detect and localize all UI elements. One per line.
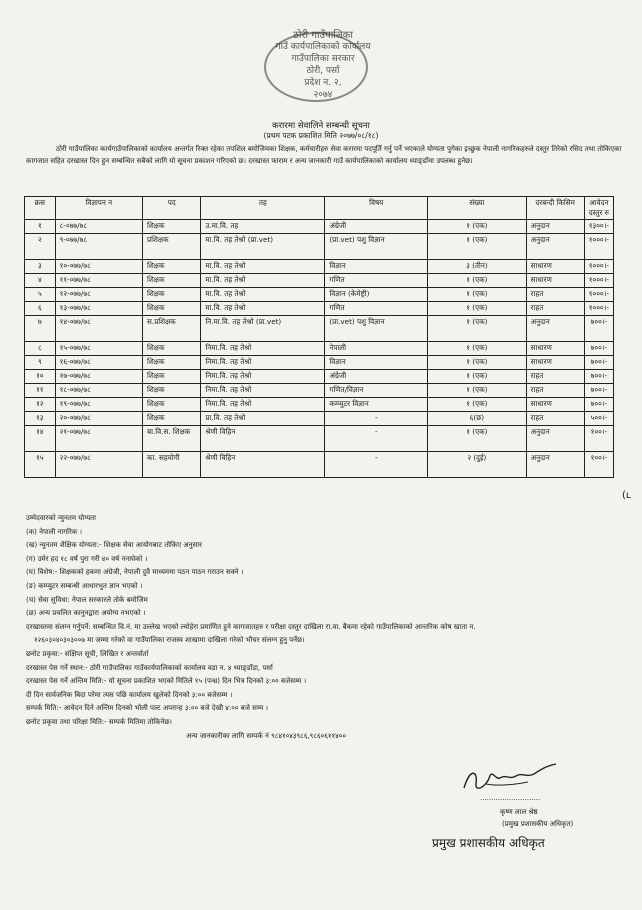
table-cell-count: १ (एक)	[428, 288, 527, 302]
col-header: क्रस	[25, 197, 56, 220]
table-cell-subject: अंग्रेजी	[325, 370, 428, 384]
table-cell-ad: २१-०७७/७८	[55, 426, 142, 452]
table-cell-level: मा.वि. तह तेश्रो (प्रा.vet)	[201, 234, 325, 260]
table-cell-sn: १५	[25, 452, 56, 478]
table-cell-level: निमा.वि. तह तेश्रो	[201, 342, 325, 356]
table-cell-subject: (प्रा.vet) पशु विज्ञान	[325, 316, 428, 342]
table-cell-type: राहत	[526, 302, 584, 316]
table-cell-count: १ (एक)	[428, 302, 527, 316]
table-cell-count: १ (एक)	[428, 370, 527, 384]
table-cell-level: निमा.वि. तह तेश्रो	[201, 398, 325, 412]
table-cell-level: मा.वि. तह तेश्रो	[201, 274, 325, 288]
table-cell-level: निमा.वि. तह तेश्रो	[201, 370, 325, 384]
table-cell-fee: १००।-	[584, 452, 613, 478]
table-body	[25, 220, 614, 478]
requirement-item: (ख) न्युनतम शैक्षिक योग्यता:- शिक्षक सेवा आयोगबाट तोकिए अनुसार	[26, 541, 202, 550]
table-cell-fee: ७००।-	[584, 384, 613, 398]
table-cell-type: अनुदान	[526, 234, 584, 260]
table-cell-type: साधारण	[526, 274, 584, 288]
table-cell-ad: ११-०७७/७८	[55, 274, 142, 288]
table-cell-sn: १४	[25, 426, 56, 452]
table-row	[25, 398, 614, 412]
table-cell-count: १ (एक)	[428, 384, 527, 398]
table-row	[25, 288, 614, 302]
col-header: तह	[201, 197, 325, 220]
table-row	[25, 452, 614, 478]
selection-process: छनोट प्रकृया:- संक्षिप्त सूची, लिखित र अन्तर्वार्ता	[26, 649, 149, 658]
table-cell-subject: कम्प्युटर विज्ञान	[325, 398, 428, 412]
table-cell-type: राहत	[526, 288, 584, 302]
table-cell-level: मा.वि. तह तेश्रो	[201, 288, 325, 302]
table-cell-fee: ७००।-	[584, 370, 613, 384]
table-cell-level: नि.मा.वि. तह तेश्रो (प्रा.vet)	[201, 316, 325, 342]
table-cell-sn: १०	[25, 370, 56, 384]
table-cell-sn: ४	[25, 274, 56, 288]
stamp-line: गाउँपालिका सरकार	[291, 54, 355, 64]
table-cell-level: निमा.वि. तह तेश्रो	[201, 384, 325, 398]
notice-intro: ठोरी गाउँपालिका कार्यगाउँपालिकाको कार्यालय अन्तर्गत रिक्त रहेका तपशिल बमोजिमका शिक्षक, कर्मचारीहरु सेवा करारमा पदपूर्ति गर्नु पर्ने भएकाले योग्यता पुगेका इच्छुक नेपाली नागरिकहरुले दस्तुर तिरेको रसिद तथा तोकिएका कागजात सहित दरखास्त दिन हुन सम्बन्धित सबैको लागि यो सूचना प्रकाशन गरिएको छ। दरखास्त फाराम र अन्य जानकारी गाउँ कार्यपालिकाको कार्यालय ध्याङ्डाँमा उपलब्ध हुनेछ।	[26, 145, 622, 165]
signatory-title: (प्रमुख प्रशासकीय अधिकृत)	[502, 820, 574, 828]
contact-numbers: अन्य जानकारीका लागि सम्पर्क नं ९८४१०४३९८६,९८६०६११४००	[186, 731, 347, 740]
table-cell-post: शिक्षक	[143, 342, 201, 356]
table-cell-fee: ७००।-	[584, 342, 613, 356]
table-cell-ad: १४-०७७/७८	[55, 316, 142, 342]
table-cell-subject: -	[325, 412, 428, 426]
table-cell-type: राहत	[526, 412, 584, 426]
notice-subtitle: (प्रथम पटक प्रकाशित मिति २०७७/०८/१८)	[263, 131, 379, 140]
table-row	[25, 260, 614, 274]
table-cell-sn: ६	[25, 302, 56, 316]
table-cell-post: शिक्षक	[143, 370, 201, 384]
table-cell-subject: नेपाली	[325, 342, 428, 356]
table-cell-ad: ८-०७७/७८	[55, 220, 142, 234]
table-cell-ad: १३-०७७/७८	[55, 302, 142, 316]
table-cell-sn: ८	[25, 342, 56, 356]
attachments-line: १२६०३०४०३०३००७ मा जम्मा गरेको वा गाउँपालिका राजस्व शाखामा दाखिला गरेको भौचर संलग्न हुनु पर्नेछ।	[34, 636, 305, 645]
table-cell-type: साधारण	[526, 356, 584, 370]
table-header-row	[25, 197, 614, 220]
table-cell-count: ६(छ)	[428, 412, 527, 426]
table-cell-subject: -	[325, 452, 428, 478]
col-header: विषय	[325, 197, 428, 220]
table-cell-level: प्रा.वि. तह तेश्रो	[201, 412, 325, 426]
table-cell-subject: (प्रा.vet) पशु विज्ञान	[325, 234, 428, 260]
table-cell-ad: १२-०७७/७८	[55, 288, 142, 302]
table-cell-post: शिक्षक	[143, 412, 201, 426]
requirement-item: (घ) विशेष:- शिक्षकको हकमा अंग्रेजी, नेपाली दुवै माध्यममा पठन पाठन गराउन सक्ने ।	[26, 568, 244, 577]
table-row	[25, 412, 614, 426]
attachments-line: दरखास्तमा संलग्न गर्नुपर्ने: सम्बन्धित वि.नं. मा उल्लेख भएको ल्योहेरा प्रमाणित हुने कागजातहरु र परीक्षा दस्तुर दाखिला रा.वा. बैंकमा रहेको गाउँपालिकाको आन्तरिक कोष खाता न.	[26, 622, 476, 631]
col-header: आवेदन दस्तुर रु	[584, 197, 613, 220]
table-cell-count: १ (एक)	[428, 316, 527, 342]
table-cell-post: शिक्षक	[143, 356, 201, 370]
table-row	[25, 342, 614, 356]
table-cell-count: १ (एक)	[428, 220, 527, 234]
table-cell-count: १ (एक)	[428, 426, 527, 452]
table-row	[25, 384, 614, 398]
table-cell-subject: विज्ञान (केमेष्ट्री)	[325, 288, 428, 302]
holiday-note: दी दिन सार्वजनिक बिदा परेमा त्यस पछि कार्यालय खुलेको दिनको ३:०० बजेसम्म ।	[26, 690, 233, 699]
col-header: संख्या	[428, 197, 527, 220]
table-cell-sn: १३	[25, 412, 56, 426]
table-cell-level: मा.वि. तह तेश्रो	[201, 302, 325, 316]
table-cell-subject: गणित/विज्ञान	[325, 384, 428, 398]
table-cell-fee: १००।-	[584, 426, 613, 452]
table-row	[25, 302, 614, 316]
table-cell-sn: १	[25, 220, 56, 234]
table-cell-post: शिक्षक	[143, 398, 201, 412]
table-cell-count: १ (एक)	[428, 398, 527, 412]
requirements-section	[26, 512, 626, 743]
table-cell-subject: अंग्रेजी	[325, 220, 428, 234]
table-cell-subject: विज्ञान	[325, 356, 428, 370]
table-row	[25, 426, 614, 452]
table-cell-sn: ९	[25, 356, 56, 370]
table-row	[25, 316, 614, 342]
vacancy-table	[24, 196, 614, 478]
table-cell-ad: ९-०७७/७८	[55, 234, 142, 260]
requirement-item: (क) नेपाली नागरिक ।	[26, 527, 83, 536]
table-cell-subject: विज्ञान	[325, 260, 428, 274]
table-cell-type: अनुदान	[526, 452, 584, 478]
table-cell-type: साधारण	[526, 342, 584, 356]
table-cell-fee: १०००।-	[584, 234, 613, 260]
table-cell-post: स.प्रशिक्षक	[143, 316, 201, 342]
table-cell-post: शिक्षक	[143, 220, 201, 234]
table-row	[25, 356, 614, 370]
requirement-item: (ङ) कम्प्युटर सम्बन्धी आधारभुत ज्ञान भएको ।	[26, 581, 143, 590]
table-cell-ad: १६-०७७/७८	[55, 356, 142, 370]
table-cell-count: १ (एक)	[428, 234, 527, 260]
table-cell-count: १ (एक)	[428, 274, 527, 288]
table-cell-type: साधारण	[526, 398, 584, 412]
stamp-line: ठोरी, पर्सा	[306, 66, 340, 76]
table-cell-ad: २०-०७७/७८	[55, 412, 142, 426]
requirements-heading: उम्मेदवारको न्युनतम योग्यता	[26, 514, 96, 522]
table-cell-level: मा.वि. तह तेश्रो	[201, 260, 325, 274]
table-cell-sn: ७	[25, 316, 56, 342]
table-cell-subject: -	[325, 426, 428, 452]
table-cell-fee: ७००।-	[584, 356, 613, 370]
table-cell-fee: १०००।-	[584, 302, 613, 316]
signatory-name: कृष्ण लाल श्रेष्ठ	[500, 808, 538, 816]
table-cell-type: राहत	[526, 384, 584, 398]
table-cell-sn: ५	[25, 288, 56, 302]
table-cell-count: २ (दुई)	[428, 452, 527, 478]
table-cell-fee: १०००।-	[584, 288, 613, 302]
table-cell-fee: १३००।-	[584, 220, 613, 234]
table-cell-type: साधारण	[526, 260, 584, 274]
table-cell-post: बा.वि.स. शिक्षक	[143, 426, 201, 452]
designation-stamp: प्रमुख प्रशासकीय अधिकृत	[432, 836, 545, 850]
submit-place: दरखास्त पेस गर्ने स्थान:- ठोरी गाउँपालिका गाउँकार्यपालिकाको कार्यालय वडा न. ४ ध्याङ्डाँडा, पर्सा	[26, 663, 273, 672]
table-cell-count: १ (एक)	[428, 342, 527, 356]
margin-mark: (ʟ	[622, 490, 631, 501]
table-cell-level: श्रेणी विहिन	[201, 426, 325, 452]
table-cell-fee: ५००।-	[584, 412, 613, 426]
signature-icon	[456, 758, 566, 798]
col-header: पद	[143, 197, 201, 220]
table-cell-sn: १२	[25, 398, 56, 412]
table-cell-sn: २	[25, 234, 56, 260]
table-cell-fee: ७००।-	[584, 316, 613, 342]
table-cell-post: शिक्षक	[143, 302, 201, 316]
table-cell-ad: २२-०७७/७८	[55, 452, 142, 478]
table-cell-post: शिक्षक	[143, 274, 201, 288]
contact-date: सम्पर्क मिति:- आवेदन दिने अन्तिम दिनको भोली पल्ट अपरान्ह ३:०० बजे देखी ४:०० बजे सम्म ।	[26, 704, 269, 713]
table-cell-count: ३ (तीन)	[428, 260, 527, 274]
deadline: दरखास्त पेस गर्ने अन्तिम मिति:- यो सूचना प्रकाशित भएको मितिले १५ (पन्ध्र) दिन भित्र दिनको ३:०० बजेसम्म ।	[26, 677, 307, 686]
exam-date: छनोट प्रकृया तथा परिक्षा मिति:- सम्पर्क मितिमा तोकिनेछ।	[26, 717, 172, 726]
table-cell-post: शिक्षक	[143, 260, 201, 274]
requirement-item: (ग) उमेर हद १८ वर्ष पुरा गरी ४० वर्ष ननाघेको ।	[26, 554, 148, 563]
table-cell-ad: १०-०७७/७८	[55, 260, 142, 274]
table-cell-post: प्रशिक्षक	[143, 234, 201, 260]
table-cell-ad: १५-०७७/७८	[55, 342, 142, 356]
table-cell-post: शिक्षक	[143, 288, 201, 302]
table-cell-type: अनुदान	[526, 426, 584, 452]
col-header: विज्ञापन न	[55, 197, 142, 220]
table-cell-level: निमा.वि. तह तेश्रो	[201, 356, 325, 370]
table-cell-ad: १९-०७७/७८	[55, 398, 142, 412]
table-cell-sn: ११	[25, 384, 56, 398]
table-cell-subject: गणित	[325, 274, 428, 288]
office-stamp	[258, 28, 378, 118]
table-row	[25, 274, 614, 288]
table-cell-sn: ३	[25, 260, 56, 274]
requirement-item: (च) सेवा सुविधा: नेपाल सरकारले तोके बमोजिम	[26, 595, 148, 604]
table-cell-post: शिक्षक	[143, 384, 201, 398]
table-cell-subject: गणित	[325, 302, 428, 316]
table-row	[25, 234, 614, 260]
table-cell-fee: ७००।-	[584, 398, 613, 412]
table-row	[25, 370, 614, 384]
table-cell-fee: १०००।-	[584, 274, 613, 288]
stamp-line: गाउँ कार्यपालिकाको कार्यालय	[275, 42, 371, 52]
table-cell-type: राहत	[526, 370, 584, 384]
table-cell-type: अनुदान	[526, 220, 584, 234]
stamp-line: प्रदेश न. २,	[304, 78, 342, 88]
table-row	[25, 220, 614, 234]
table-cell-count: १ (एक)	[428, 356, 527, 370]
notice-title: करारमा सेवालिने सम्बन्धी सूचना	[272, 121, 370, 131]
table-cell-level: उ.मा.वि. तह	[201, 220, 325, 234]
stamp-line: २०७४	[313, 90, 333, 100]
table-cell-ad: १७-०७७/७८	[55, 370, 142, 384]
table-cell-post: का. सहयोगी	[143, 452, 201, 478]
table-cell-ad: १८-०७७/७८	[55, 384, 142, 398]
requirement-item: (छ) अन्य प्रचलित कानुनद्वारा अयोग्य नभएको ।	[26, 609, 146, 618]
col-header: दरबन्दी किसिम	[526, 197, 584, 220]
table-cell-type: अनुदान	[526, 316, 584, 342]
table-cell-level: श्रेणी विहिन	[201, 452, 325, 478]
signature-line: ...........................	[480, 794, 541, 802]
stamp-line: ठोरी गाउँपालिका	[293, 30, 353, 41]
table-cell-fee: १०००।-	[584, 260, 613, 274]
